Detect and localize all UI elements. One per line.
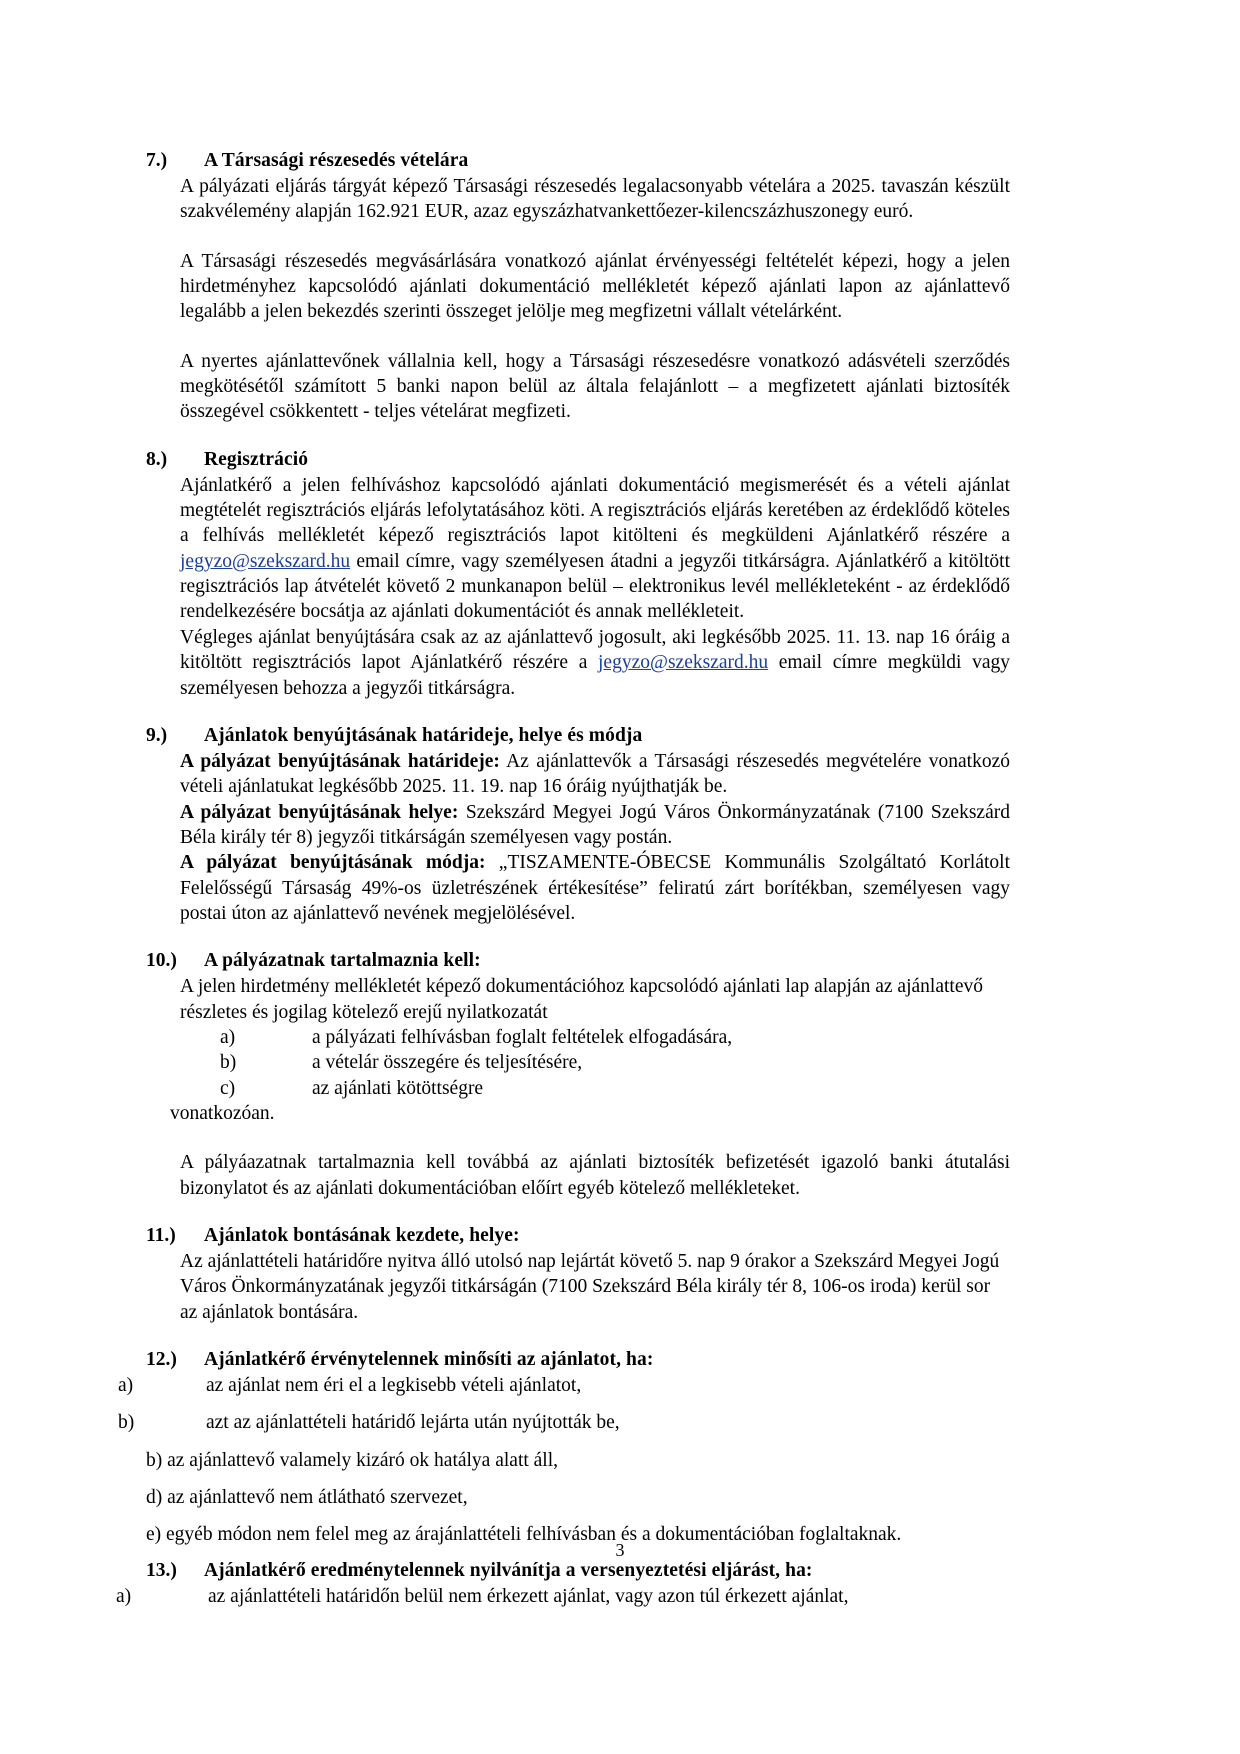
section-12-title: Ajánlatkérő érvénytelennek minősíti az ajánlatot, ha: xyxy=(204,1349,654,1371)
list-item-letter: a) xyxy=(220,1026,236,1048)
list-item-text: az ajánlattételi határidőn belül nem érkezett ajánlat, vagy azon túl érkezett ajánlat, xyxy=(208,1585,849,1607)
section-13-letter-list xyxy=(116,1584,1010,1609)
list-item-text: az ajánlat nem éri el a legkisebb vételi ajánlatot, xyxy=(206,1375,582,1397)
section-10-letter-list xyxy=(180,1025,1010,1101)
section-10-closing: A pályáazatnak tartalmaznia kell továbbá az ajánlati biztosíték befizetését igazoló banki átutalási bizonylatot és az ajánlati dokumentációban előírt egyéb kötelező mellékleteket. xyxy=(180,1152,1010,1199)
section-8-p1-text-a: Ajánlatkérő a jelen felhíváshoz kapcsolódó ajánlati dokumentáció megismerését és a vételi ajánlat megtételét regisztrációs eljárás lefolytatásához köti. A regisztrációs eljárás keretében az érdeklődő köteles a felhívás mellékletét képező regisztrációs lapot kitölteni és megküldeni Ajánlatkérő részére a xyxy=(180,474,1010,547)
section-13-number: 13.) xyxy=(146,1559,177,1581)
section-7-title: A Társasági részesedés vételára xyxy=(204,150,469,171)
section-11-heading xyxy=(146,1225,1010,1247)
section-8-title: Regisztráció xyxy=(204,448,309,470)
list-item-letter: b) xyxy=(220,1052,237,1074)
section-9-place xyxy=(180,800,1010,851)
list-item-letter: a) xyxy=(116,1585,132,1607)
section-8-p2-text-a: Végleges ajánlat benyújtására csak az az ajánlattevő jogosult, aki legkésőbb 2025. 11. 13. nap 16 óráig a kitöltött regisztrációs lapot Ajánlatkérő részére a xyxy=(180,626,1010,674)
section-11-paragraph-1: Az ajánlattételi határidőre nyitva álló utolsó nap lejártát követő 5. nap 9 órakor a Szekszárd Megyei Jogú Város Önkormányzatának jegyzői titkárságán (7100 Szekszárd Béla király tér 8, 106-os iroda) kerül sor az ajánlatok bontására. xyxy=(180,1251,1000,1323)
section-13-title: Ajánlatkérő eredménytelennek nyilvánítja a versenyeztetési eljárást, ha: xyxy=(204,1559,813,1581)
section-12-heading xyxy=(146,1349,1010,1371)
section-11-title: Ajánlatok bontásának kezdete, helye: xyxy=(204,1225,520,1246)
list-item: e) egyéb módon nem felel meg az árajánlattételi felhívásban és a dokumentációban foglaltaknak. xyxy=(146,1524,902,1546)
section-9-mode-text: „TISZAMENTE-ÓBECSE Kommunális Szolgáltató Korlátolt Felelősségű Társaság 49%-os üzletrészének értékesítése” feliratú zárt borítékban, személyesen vagy postai úton az ajánlattevő nevének megjelölésével. xyxy=(180,852,1010,924)
section-9-deadline xyxy=(180,749,1010,800)
section-9-title: Ajánlatok benyújtásának határideje, helye és módja xyxy=(204,724,643,746)
section-13 xyxy=(116,1559,1010,1609)
list-item-text: a vételár összegére és teljesítésére, xyxy=(312,1052,583,1074)
section-8-number: 8.) xyxy=(146,448,168,470)
section-7-paragraph-3: A nyertes ajánlattevőnek vállalnia kell, hogy a Társasági részesedésre vonatkozó adásvételi szerződés megkötésétől számított 5 banki napon belül az általa felajánlott – a megfizetett ajánlati biztosíték összegével csökkentett - teljes vételárat megfizeti. xyxy=(180,350,1010,423)
list-item xyxy=(118,1410,1010,1435)
section-9-heading xyxy=(146,725,1010,747)
section-12-body xyxy=(118,1373,1010,1548)
email-link-final-offer[interactable]: jegyzo@szekszard.hu xyxy=(598,652,769,674)
list-item-text: azt az ajánlattételi határidő lejárta után nyújtották be, xyxy=(206,1412,620,1434)
list-item xyxy=(180,1076,1010,1101)
list-item xyxy=(116,1584,1010,1609)
section-12-letter-list xyxy=(118,1373,1010,1436)
section-8-paragraph-1 xyxy=(180,473,1010,625)
list-item-text: a pályázati felhívásban foglalt feltételek elfogadására, xyxy=(312,1026,733,1048)
section-10-heading xyxy=(146,950,1010,972)
section-10-title: A pályázatnak tartalmaznia kell: xyxy=(204,950,481,972)
page-number: 3 xyxy=(615,1540,625,1560)
section-9-deadline-label: A pályázat benyújtásának határideje: xyxy=(180,750,500,772)
section-8 xyxy=(146,449,1010,701)
section-11-number: 11.) xyxy=(146,1225,176,1246)
section-12 xyxy=(118,1349,1010,1548)
section-13-heading xyxy=(146,1560,1010,1582)
section-9-place-label: A pályázat benyújtásának helye: xyxy=(180,801,459,823)
list-item-letter: b) xyxy=(118,1412,135,1434)
section-7 xyxy=(146,150,1010,425)
section-10 xyxy=(146,950,1010,1201)
section-7-paragraph-2: A Társasági részesedés megvásárlására vonatkozó ajánlat érvényességi feltételét képezi, hogy a jelen hirdetményhez kapcsolódó ajánlati dokumentáció mellékletét képező ajánlati lapon az ajánlattevő legalább a jelen bekezdés szerinti összeget jelölje meg megfizetni vállalt vételárként. xyxy=(180,250,1010,323)
section-11-body xyxy=(180,1249,1010,1325)
section-8-paragraph-2 xyxy=(180,625,1010,701)
section-8-p1-text-b: email címre, vagy személyesen átadni a jegyzői titkárságra. Ajánlatkérő a kitöltött regisztrációs lap átvételét követő 2 munkanapon belül – elektronikus levél mellékleteként - az érdeklődő rendelkezésére bocsátja az ajánlati dokumentációt és annak mellékleteit. xyxy=(180,550,1010,623)
section-12-plain-list xyxy=(146,1448,1010,1548)
section-10-intro: A jelen hirdetmény mellékletét képező dokumentációhoz kapcsolódó ajánlati lap alapján az ajánlattevő részletes és jogilag kötelező erejű nyilatkozatát xyxy=(180,976,983,1023)
section-9-number: 9.) xyxy=(146,724,168,746)
section-7-paragraph-1: A pályázati eljárás tárgyát képező Társasági részesedés legalacsonyabb vételára a 2025. tavaszán készült szakvélemény alapján 162.921 EUR, azaz egyszázhatvankettőezer-kilencszázhuszonegy euró. xyxy=(180,176,1010,223)
section-7-body xyxy=(180,174,1010,425)
section-8-body xyxy=(180,473,1010,701)
section-11 xyxy=(146,1225,1010,1325)
section-12-number: 12.) xyxy=(146,1349,177,1371)
section-9-mode-label: A pályázat benyújtásának módja: xyxy=(180,852,486,874)
section-7-heading xyxy=(146,150,1010,172)
section-9-deadline-text: Az ajánlattevők a Társasági részesedés megvételére vonatkozó vételi ajánlatukat legkésőbb 2025. 11. 19. nap 16 óráig nyújthatják be. xyxy=(180,750,1010,798)
list-item xyxy=(118,1373,1010,1398)
list-item-text: az ajánlati kötöttségre xyxy=(312,1077,484,1099)
list-item xyxy=(180,1025,1010,1050)
list-item xyxy=(180,1050,1010,1075)
section-10-body xyxy=(170,974,1010,1201)
section-8-heading xyxy=(146,449,1010,471)
section-10-number: 10.) xyxy=(146,950,177,972)
section-9-place-text: Szekszárd Megyei Jogú Város Önkormányzatának (7100 Szekszárd Béla király tér 8) jegyzői titkárságán személyesen vagy postán. xyxy=(180,801,1010,848)
list-item: d) az ajánlattevő nem átlátható szervezet, xyxy=(146,1487,468,1509)
section-9-body xyxy=(180,749,1010,926)
section-10-after-items: vonatkozóan. xyxy=(170,1102,275,1124)
section-8-p2-text-b: email címre megküldi vagy személyesen behozza a jegyzői titkárságra. xyxy=(180,652,1010,699)
email-link-registration[interactable]: jegyzo@szekszard.hu xyxy=(180,550,351,572)
list-item-letter: a) xyxy=(118,1375,134,1397)
section-9 xyxy=(146,725,1010,926)
list-item-letter: c) xyxy=(220,1077,236,1099)
section-9-mode xyxy=(180,850,1010,926)
section-13-body xyxy=(116,1584,1010,1609)
list-item: b) az ajánlattevő valamely kizáró ok hatálya alatt áll, xyxy=(146,1449,559,1471)
section-7-number: 7.) xyxy=(146,150,168,171)
